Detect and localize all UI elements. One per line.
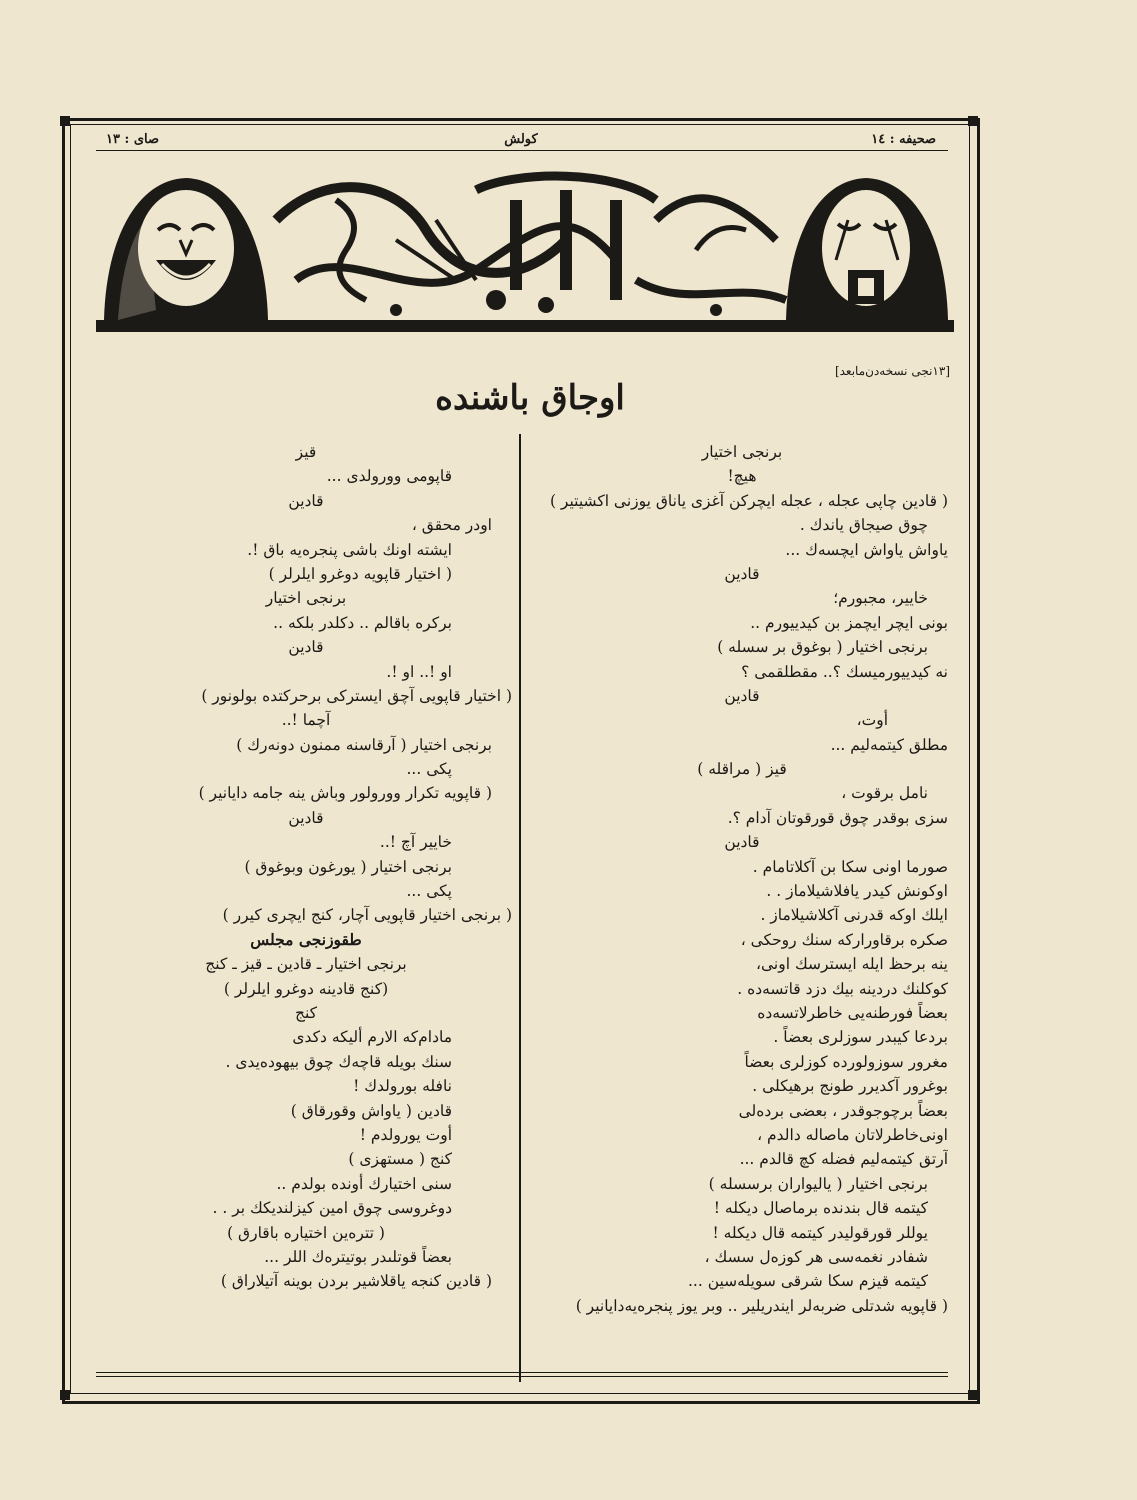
verse-line: ( تترەين اختياره باقارق ) (227, 1223, 385, 1242)
verse-line: ياواش ياواش ايچسەك ... (785, 540, 948, 559)
verse-line: قيز (295, 443, 317, 461)
verse-line: ( اختيار قاپويه دوغرو ايلرلر ) (268, 564, 452, 583)
corner-ornament (60, 1390, 70, 1400)
verse-line: قادين (724, 833, 760, 852)
verse-line: قادين (724, 686, 760, 705)
verse-line: نافله بورولدك ! (353, 1077, 452, 1096)
corner-ornament (968, 116, 978, 126)
verse-line: قيز ( مراقله ) (697, 760, 787, 779)
running-header (96, 132, 946, 152)
verse-line: بعضاً قوتلىدر بوتيترەك اللر ... (264, 1247, 452, 1266)
verse-line: بعضاً برچوجوقدر ، بعضى بردەلى (738, 1101, 948, 1120)
verse-line: دوغروسى چوق امين كيزلنديكك بر . . (212, 1199, 452, 1218)
left-column (100, 440, 512, 1294)
verse-line: ( قاپويه تكرار وورولور وباش ينه جامه دايانير ) (198, 784, 492, 803)
comedy-mask-icon (104, 178, 268, 320)
verse-line: سنك بويله قاچەك چوق بيهودەيدى . (225, 1052, 452, 1071)
verse-line: برنجى اختيار (265, 589, 347, 608)
verse-line: كوكلنك دردينه بيك دزد قاتسەده . (737, 979, 948, 998)
verse-line: ( قادين چاپى عجله ، عجله ايچركن آغزى ياناق يوزنى اكشيتير ) (549, 491, 948, 510)
calligraphy-ornament (276, 176, 786, 300)
verse-line: او !.. او !. (386, 662, 452, 681)
verse-line: برنجى اختيار ( ياليواران برسسله ) (708, 1174, 928, 1193)
magazine-name: كولش (504, 132, 538, 147)
verse-line: ( قاپويه شدتلى ضربەلر ايندريلير .. وبر يوز پنجرەيەدايانير ) (575, 1296, 948, 1315)
verse-line: صورما اونى سكا بن آكلاتامام . (752, 857, 948, 876)
verse-line: چوق صيجاق ياندك . (799, 516, 928, 535)
verse-line: قادين (288, 491, 324, 510)
verse-line: اودر محقق ، (411, 516, 492, 535)
verse-line: قاپومى وورولدى ... (326, 467, 452, 486)
verse-line: برنجى اختيار ( يورغون وبوغوق ) (244, 857, 452, 876)
verse-line: قادين (288, 638, 324, 657)
verse-line: بعضاً فورطنەيى خاطرلاتسەده (757, 1003, 948, 1022)
scene-heading: طقوزنجى مجلس (250, 929, 362, 949)
verse-line: ( برنجى اختيار قاپويى آچار، كنج ايچرى كيرر ) (222, 906, 512, 925)
verse-line: سزى بوقدر چوق قورقوتان آدام ؟. (727, 808, 948, 827)
verse-line: كيتمه قيزم سكا شرقى سويلەسين ... (687, 1272, 928, 1291)
verse-line: برنجى اختيار ( آرقاسنه ممنون دونەرك ) (236, 735, 492, 754)
verse-line: ينه برحظ ايله ايسترسك اونى، (756, 955, 948, 974)
verse-line: مطلق كيتمەليم ... (830, 735, 948, 754)
corner-ornament (968, 1390, 978, 1400)
verse-line: مادام‌كه الارم أليكه دكدى (292, 1028, 452, 1047)
continuation-note: [١٣نجى نسخەدن‌مابعد] (834, 364, 950, 378)
page-number: صحیفه : ١٤ (871, 132, 936, 147)
verse-line: هيچ! (727, 467, 757, 486)
footer-rule (96, 1372, 948, 1373)
verse-line: ( قادين كنجه ياقلاشير بردن بوينه آتيلاراق ) (220, 1272, 492, 1291)
right-column (536, 440, 948, 1318)
verse-line: يوللر قورقوليدر كيتمه قال ديكله ! (712, 1223, 928, 1242)
verse-line: اوكونش كيدر يافلاشيلاماز . . (766, 882, 948, 901)
verse-line: خايير، مجبورم؛ (833, 589, 928, 608)
verse-line: آچما !.. (281, 711, 331, 730)
verse-line: أوت، (856, 711, 888, 730)
verse-line: سنى اختيارك أونده بولدم .. (276, 1174, 452, 1193)
issue-number: صاى : ١٣ (106, 132, 159, 147)
corner-ornament (60, 116, 70, 126)
verse-line: قادين (288, 808, 324, 827)
tragedy-mask-icon (786, 178, 948, 320)
verse-line: نامل برقوت ، (841, 784, 928, 803)
verse-line: أوت يورولدم ! (359, 1125, 452, 1144)
verse-line: قادين ( ياواش وقورقاق ) (290, 1101, 452, 1120)
verse-line: شفادر نغمەسى هر كوزەل سسك ، (704, 1247, 928, 1266)
verse-line: كنج (294, 1003, 318, 1022)
verse-line: پكى ... (406, 760, 452, 779)
verse-line: برنجى اختيار (701, 443, 783, 461)
verse-line: بركره باقالم .. دكلدر بلكه .. (273, 613, 452, 632)
verse-line: آرتق كيتمەليم فضله كچ قالدم ... (739, 1150, 948, 1169)
verse-line: اونى‌خاطرلاتان ماصاله دالدم ، (757, 1125, 948, 1144)
verse-line: بردعا كيبدر سوزلرى بعضاً . (773, 1028, 948, 1047)
header-rule (96, 150, 948, 151)
verse-line: كنج ( مستهزى ) (348, 1150, 452, 1169)
verse-line: (كنج قادينه دوغرو ايلرلر ) (223, 979, 389, 998)
verse-line: ( اختيار قاپويى آچق ايستركى برحركتده بولونور ) (201, 686, 512, 705)
verse-line: ايشته اونك باشى پنجرەيه باق !. (247, 540, 452, 559)
verse-line: بونى ايچر ايچمز بن كيدييورم .. (750, 613, 948, 632)
verse-line: خايير آچ !.. (379, 833, 452, 852)
verse-line: قادين (724, 564, 760, 583)
theatre-banner-illustration (96, 160, 954, 336)
article-title: اوجاق باشنده (435, 378, 625, 418)
column-divider (519, 434, 521, 1382)
verse-line: صكره برقاوراركه سنك روحكى ، (740, 930, 948, 949)
verse-line: كيتمه قال بندنده برماصال ديكله ! (713, 1199, 928, 1218)
verse-line: مغرور سوزولورده كوزلرى بعضاً (744, 1052, 948, 1071)
verse-line: بوغرور آكديرر طونج برهيكلى . (752, 1077, 948, 1096)
verse-line: برنجى اختيار ـ قادين ـ قيز ـ كنج (205, 955, 407, 974)
footer-rule (96, 1376, 948, 1377)
verse-line: برنجى اختيار ( بوغوق بر سسله ) (717, 638, 928, 657)
verse-line: ايلك اوكه قدرنى آكلاشيلاماز . (760, 906, 948, 925)
verse-line: نه كيدييورميسك ؟.. مقطلقمى ؟ (741, 662, 948, 681)
verse-line: پكى ... (406, 882, 452, 901)
